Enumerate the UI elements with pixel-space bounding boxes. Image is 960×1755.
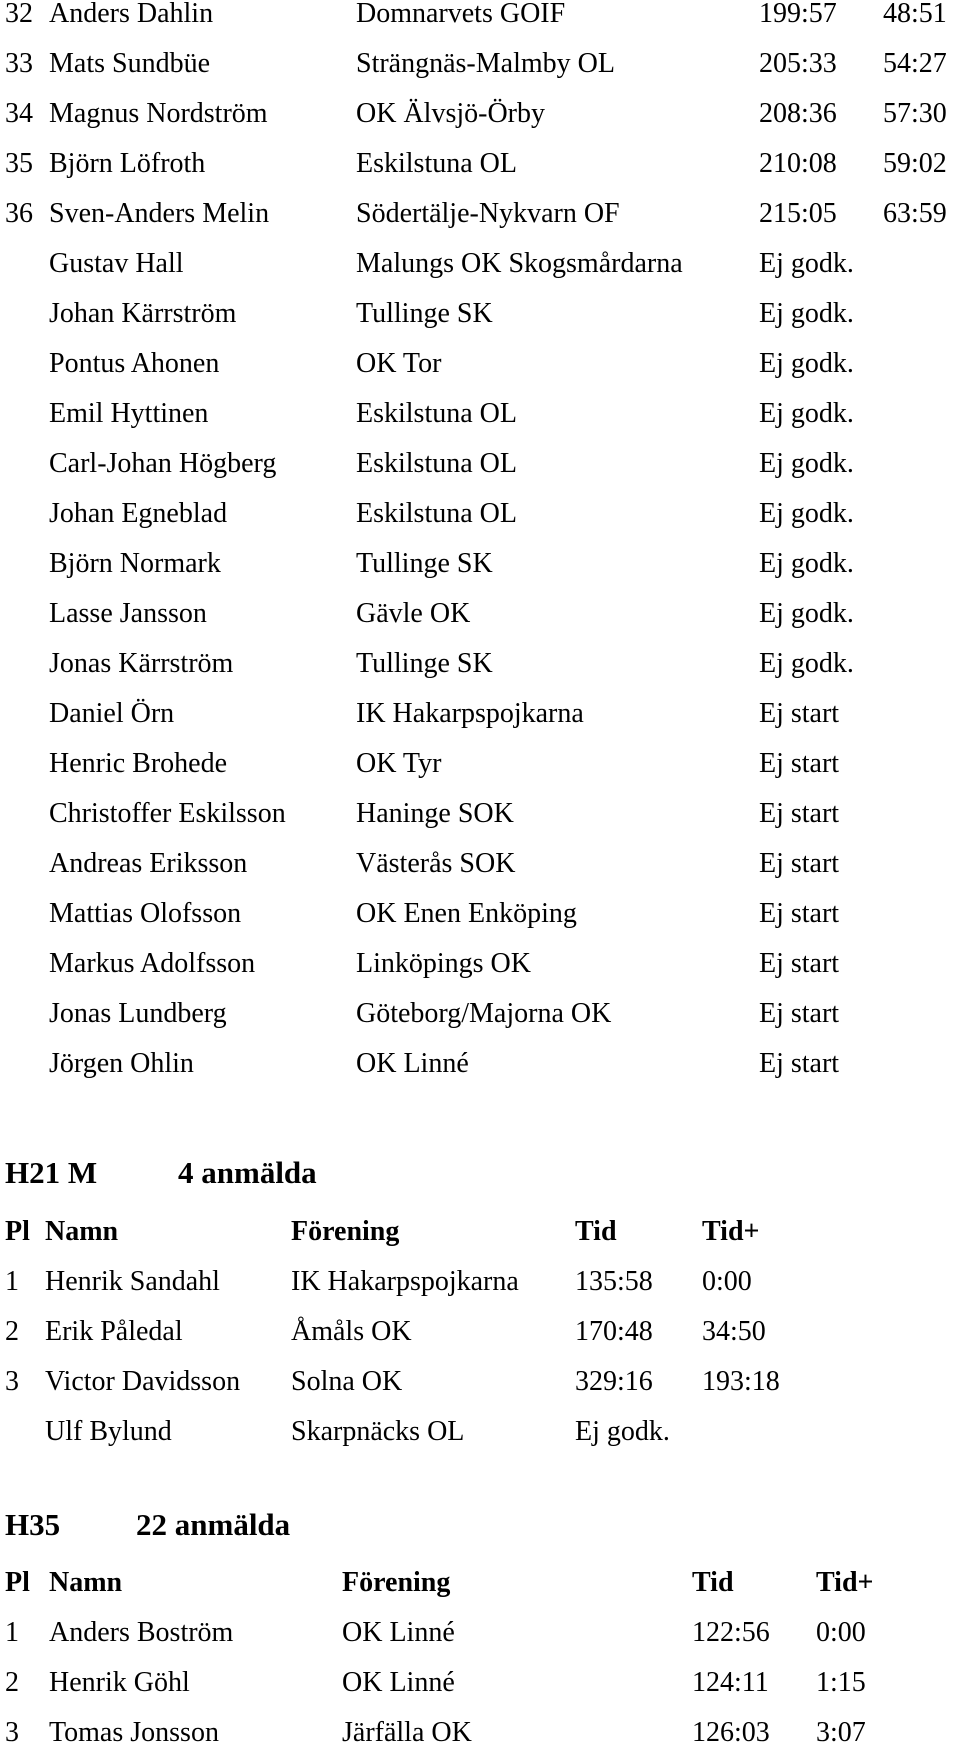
table-row: [0, 900, 960, 950]
col-header-time: Tid: [575, 1216, 617, 1247]
runner-name: Victor Davidsson: [45, 1366, 241, 1397]
runner-name: Erik Påledal: [45, 1316, 183, 1347]
club: Västerås SOK: [356, 848, 516, 879]
time-behind: 59:02: [883, 148, 947, 179]
time: 215:05: [759, 198, 837, 229]
status: Ej start: [759, 798, 840, 829]
runner-name: Mats Sundbüe: [49, 48, 210, 79]
col-header-time-behind: Tid+: [702, 1216, 760, 1247]
table-row: [0, 550, 960, 600]
place: 32: [5, 0, 33, 29]
club: Linköpings OK: [356, 948, 531, 979]
place: 34: [5, 98, 33, 129]
club: Strängnäs-Malmby OL: [356, 48, 615, 79]
status: Ej godk.: [759, 298, 854, 329]
class-name: H21 M: [5, 1155, 98, 1190]
table-row: [0, 100, 960, 150]
club: Tullinge SK: [356, 298, 493, 329]
col-header-place: Pl: [5, 1567, 30, 1598]
time: 122:56: [692, 1617, 770, 1648]
place: 1: [5, 1266, 19, 1297]
class-heading: [0, 1157, 960, 1207]
col-header-club: Förening: [342, 1567, 451, 1598]
runner-name: Anders Dahlin: [49, 0, 214, 29]
place: 1: [5, 1617, 19, 1648]
club: Södertälje-Nykvarn OF: [356, 198, 620, 229]
time-behind: 193:18: [702, 1366, 780, 1397]
runner-name: Johan Egneblad: [49, 498, 228, 529]
club: Malungs OK Skogsmårdarna: [356, 248, 683, 279]
time: 199:57: [759, 0, 837, 29]
status: Ej godk.: [759, 348, 854, 379]
club: Solna OK: [291, 1366, 403, 1397]
runner-name: Mattias Olofsson: [49, 898, 242, 929]
time-behind: 0:00: [816, 1617, 866, 1648]
status: Ej godk.: [759, 448, 854, 479]
time-behind: 57:30: [883, 98, 947, 129]
table-row: [0, 50, 960, 100]
col-header-place: Pl: [5, 1216, 30, 1247]
table-row: [0, 1318, 960, 1368]
runner-name: Christoffer Eskilsson: [49, 798, 286, 829]
time-behind: 63:59: [883, 198, 947, 229]
club: Tullinge SK: [356, 648, 493, 679]
col-header-time-behind: Tid+: [816, 1567, 874, 1598]
club: Domnarvets GOIF: [356, 0, 566, 29]
status: Ej start: [759, 1048, 840, 1079]
place: 2: [5, 1667, 19, 1698]
runner-name: Tomas Jonsson: [49, 1719, 219, 1748]
table-row: [0, 950, 960, 1000]
runner-name: Johan Kärrström: [49, 298, 237, 329]
status: Ej godk.: [759, 498, 854, 529]
status: Ej godk.: [759, 248, 854, 279]
runner-name: Pontus Ahonen: [49, 348, 220, 379]
table-header: [0, 1218, 960, 1268]
status: Ej start: [759, 948, 840, 979]
entry-count: 4 anmälda: [178, 1155, 317, 1190]
table-row: [0, 1050, 960, 1100]
club: OK Linné: [356, 1048, 469, 1079]
runner-name: Björn Normark: [49, 548, 221, 579]
table-row: [0, 450, 960, 500]
table-row: [0, 300, 960, 350]
club: OK Tyr: [356, 748, 442, 779]
club: IK Hakarpspojkarna: [356, 698, 584, 729]
entry-count: 22 anmälda: [136, 1507, 291, 1542]
runner-name: Anders Boström: [49, 1617, 234, 1648]
club: Eskilstuna OL: [356, 448, 517, 479]
runner-name: Carl-Johan Högberg: [49, 448, 277, 479]
time: 210:08: [759, 148, 837, 179]
table-row: [0, 1368, 960, 1418]
runner-name: Gustav Hall: [49, 248, 184, 279]
runner-name: Jonas Kärrström: [49, 648, 234, 679]
table-row: [0, 600, 960, 650]
col-header-time: Tid: [692, 1567, 734, 1598]
table-row: [0, 650, 960, 700]
table-row: [0, 1418, 960, 1468]
club: Järfälla OK: [342, 1719, 472, 1748]
time: 205:33: [759, 48, 837, 79]
time-behind: 3:07: [816, 1719, 866, 1748]
table-row: [0, 750, 960, 800]
time: 329:16: [575, 1366, 653, 1397]
runner-name: Ulf Bylund: [45, 1416, 172, 1447]
runner-name: Henrik Göhl: [49, 1667, 190, 1698]
runner-name: Henrik Sandahl: [45, 1266, 220, 1297]
status: Ej start: [759, 998, 840, 1029]
col-header-club: Förening: [291, 1216, 400, 1247]
club: Skarpnäcks OL: [291, 1416, 465, 1447]
status: Ej godk.: [759, 548, 854, 579]
club: OK Linné: [342, 1617, 455, 1648]
table-row: [0, 850, 960, 900]
club: OK Älvsjö-Örby: [356, 98, 545, 129]
table-row: [0, 0, 960, 50]
runner-name: Emil Hyttinen: [49, 398, 209, 429]
table-row: [0, 800, 960, 850]
table-row: [0, 350, 960, 400]
runner-name: Björn Löfroth: [49, 148, 206, 179]
time-behind: 34:50: [702, 1316, 766, 1347]
table-row: [0, 200, 960, 250]
time: 124:11: [692, 1667, 769, 1698]
status: Ej start: [759, 698, 840, 729]
club: Eskilstuna OL: [356, 498, 517, 529]
table-row: [0, 1619, 960, 1669]
club: Eskilstuna OL: [356, 398, 517, 429]
time: 208:36: [759, 98, 837, 129]
time-behind: 1:15: [816, 1667, 866, 1698]
club: OK Tor: [356, 348, 442, 379]
club: Åmåls OK: [291, 1316, 412, 1347]
club: Tullinge SK: [356, 548, 493, 579]
place: 2: [5, 1316, 19, 1347]
status: Ej godk.: [759, 648, 854, 679]
club: OK Enen Enköping: [356, 898, 577, 929]
runner-name: Henric Brohede: [49, 748, 228, 779]
table-header: [0, 1569, 960, 1619]
status: Ej godk.: [575, 1416, 670, 1447]
status: Ej start: [759, 898, 840, 929]
runner-name: Jonas Lundberg: [49, 998, 227, 1029]
status: Ej start: [759, 848, 840, 879]
col-header-name: Namn: [49, 1567, 123, 1598]
table-row: [0, 1268, 960, 1318]
table-row: [0, 1669, 960, 1719]
club: OK Linné: [342, 1667, 455, 1698]
runner-name: Markus Adolfsson: [49, 948, 256, 979]
runner-name: Lasse Jansson: [49, 598, 207, 629]
club: Eskilstuna OL: [356, 148, 517, 179]
table-row: [0, 700, 960, 750]
time: 135:58: [575, 1266, 653, 1297]
runner-name: Magnus Nordström: [49, 98, 268, 129]
place: 3: [5, 1719, 19, 1748]
runner-name: Sven-Anders Melin: [49, 198, 270, 229]
club: Gävle OK: [356, 598, 471, 629]
table-row: [0, 400, 960, 450]
col-header-name: Namn: [45, 1216, 119, 1247]
place: 35: [5, 148, 33, 179]
table-row: [0, 1719, 960, 1755]
table-row: [0, 250, 960, 300]
status: Ej godk.: [759, 398, 854, 429]
place: 3: [5, 1366, 19, 1397]
club: Göteborg/Majorna OK: [356, 998, 612, 1029]
table-row: [0, 1000, 960, 1050]
runner-name: Jörgen Ohlin: [49, 1048, 194, 1079]
runner-name: Daniel Örn: [49, 698, 175, 729]
time-behind: 48:51: [883, 0, 947, 29]
status: Ej godk.: [759, 598, 854, 629]
club: IK Hakarpspojkarna: [291, 1266, 519, 1297]
status: Ej start: [759, 748, 840, 779]
place: 33: [5, 48, 33, 79]
time-behind: 54:27: [883, 48, 947, 79]
runner-name: Andreas Eriksson: [49, 848, 248, 879]
time-behind: 0:00: [702, 1266, 752, 1297]
class-name: H35: [5, 1507, 61, 1542]
time: 126:03: [692, 1719, 770, 1748]
time: 170:48: [575, 1316, 653, 1347]
table-row: [0, 150, 960, 200]
club: Haninge SOK: [356, 798, 514, 829]
table-row: [0, 500, 960, 550]
place: 36: [5, 198, 33, 229]
class-heading: [0, 1509, 960, 1559]
